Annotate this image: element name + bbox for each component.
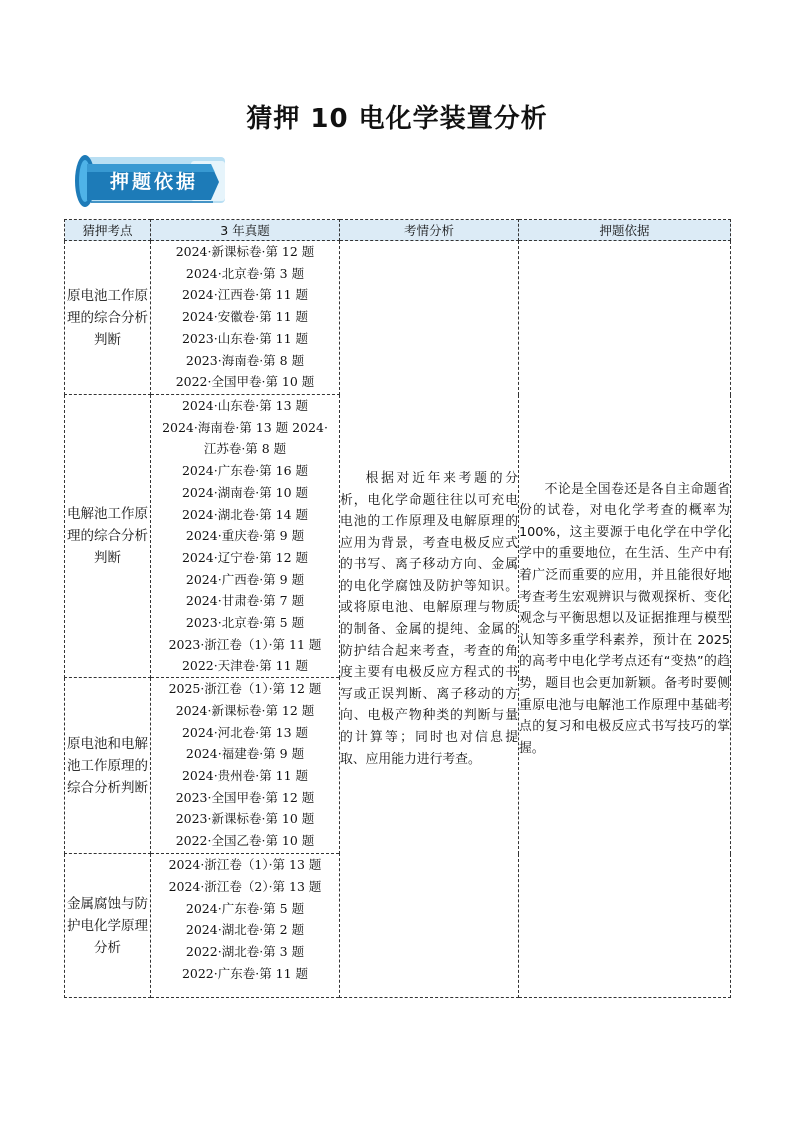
header-papers: 3 年真题 — [151, 220, 340, 241]
paper-item: 2024·湖北卷·第 2 题 — [185, 922, 305, 938]
paper-item: 2022·全国甲卷·第 10 题 — [175, 374, 315, 390]
paper-item: 2024·湖南卷·第 10 题 — [181, 484, 309, 500]
topic-cell: 金属腐蚀与防护电化学原理分析 — [65, 854, 151, 998]
papers-cell — [151, 678, 340, 854]
paper-item: 2024·福建卷·第 9 题 — [185, 746, 305, 762]
paper-item: 2024·广西卷·第 9 题 — [185, 571, 305, 587]
paper-item: 2024·甘肃卷·第 7 题 — [185, 593, 305, 609]
paper-item: 2023·全国甲卷·第 12 题 — [175, 789, 315, 805]
paper-item: 2022·广东卷·第 11 题 — [181, 965, 309, 981]
prediction-table — [64, 219, 731, 998]
header-basis: 押题依据 — [519, 220, 731, 241]
paper-item: 2024·海南卷·第 13 题 2024·江苏卷·第 8 题 — [162, 419, 328, 457]
paper-item: 2024·山东卷·第 13 题 — [181, 398, 309, 413]
header-topic: 猜押考点 — [65, 220, 151, 241]
paper-item: 2023·浙江卷（1）·第 11 题 — [168, 636, 322, 652]
paper-item: 2023·山东卷·第 11 题 — [181, 330, 309, 346]
paper-item: 2024·河北卷·第 13 题 — [181, 724, 309, 740]
paper-item: 2024·浙江卷（1）·第 13 题 — [168, 857, 322, 873]
paper-item: 2024·重庆卷·第 9 题 — [185, 528, 305, 544]
analysis-cell: 根据对近年来考题的分析，电化学命题往往以可充电电池的工作原理及电解原理的应用为背景，考查电极反应式的书写、离子移动方向、金属的电化学腐蚀及防护等知识。或将原电池、电解原理与物质的制备、金属的提纯、金属的防护结合起来考查，考查的角度主要有电极反应方程式的书写或正误判断、离子移动的方向、电极产物种类的判断与量的计算等；同时也对信息提取、应用能力进行考查。 — [340, 241, 519, 998]
paper-item: 2023·北京卷·第 5 题 — [185, 615, 305, 631]
paper-item: 2024·辽宁卷·第 12 题 — [181, 549, 309, 565]
page-title: 猜押 10 电化学装置分析 — [246, 104, 548, 134]
paper-item: 2024·新课标卷·第 12 题 — [175, 244, 315, 259]
papers-cell — [151, 854, 340, 998]
paper-item: 2024·贵州卷·第 11 题 — [181, 767, 309, 783]
header-analysis: 考情分析 — [340, 220, 519, 241]
paper-item: 2022·天津卷·第 11 题 — [181, 658, 309, 674]
paper-item: 2023·新课标卷·第 10 题 — [175, 811, 315, 827]
topic-cell: 原电池和电解池工作原理的综合分析判断 — [65, 678, 151, 854]
section-ribbon — [73, 153, 229, 209]
paper-item: 2024·北京卷·第 3 题 — [185, 265, 305, 281]
papers-cell — [151, 395, 340, 678]
table-row — [65, 241, 731, 395]
paper-item: 2024·江西卷·第 11 题 — [181, 287, 309, 303]
paper-item: 2024·浙江卷（2）·第 13 题 — [168, 878, 322, 894]
paper-item: 2024·广东卷·第 5 题 — [185, 900, 305, 916]
topic-cell: 原电池工作原理的综合分析判断 — [65, 241, 151, 395]
topic-cell: 电解池工作原理的综合分析判断 — [65, 395, 151, 678]
paper-item: 2024·新课标卷·第 12 题 — [175, 702, 315, 718]
basis-cell: 不论是全国卷还是各自主命题省份的试卷，对电化学考查的概率为 100%，这主要源于电化学在中学化学中的重要地位，在生活、生产中有着广泛而重要的应用，并且能很好地考查考生宏观辨识与微观探析、变化观念与平衡思想以及证据推理与模型认知等多重学科素养，预计在 2025 的高考中电化学考点还有“变热”的趋势，题目也会更加新颖。备考时要侧重原电池与电解池工作原理中基础考点的复习和电极反应式书写技巧的掌握。 — [519, 241, 731, 998]
paper-item: 2023·海南卷·第 8 题 — [185, 352, 305, 368]
paper-item: 2022·湖北卷·第 3 题 — [185, 943, 305, 959]
paper-item: 2022·全国乙卷·第 10 题 — [175, 833, 315, 849]
paper-item: 2024·广东卷·第 16 题 — [181, 463, 309, 479]
paper-item: 2025·浙江卷（1）·第 12 题 — [168, 681, 322, 697]
paper-item: 2024·安徽卷·第 11 题 — [181, 309, 309, 325]
paper-item: 2024·湖北卷·第 14 题 — [181, 506, 309, 522]
ribbon-label: 押题依据 — [109, 171, 198, 193]
papers-cell — [151, 241, 340, 395]
table-header-row — [65, 220, 731, 241]
